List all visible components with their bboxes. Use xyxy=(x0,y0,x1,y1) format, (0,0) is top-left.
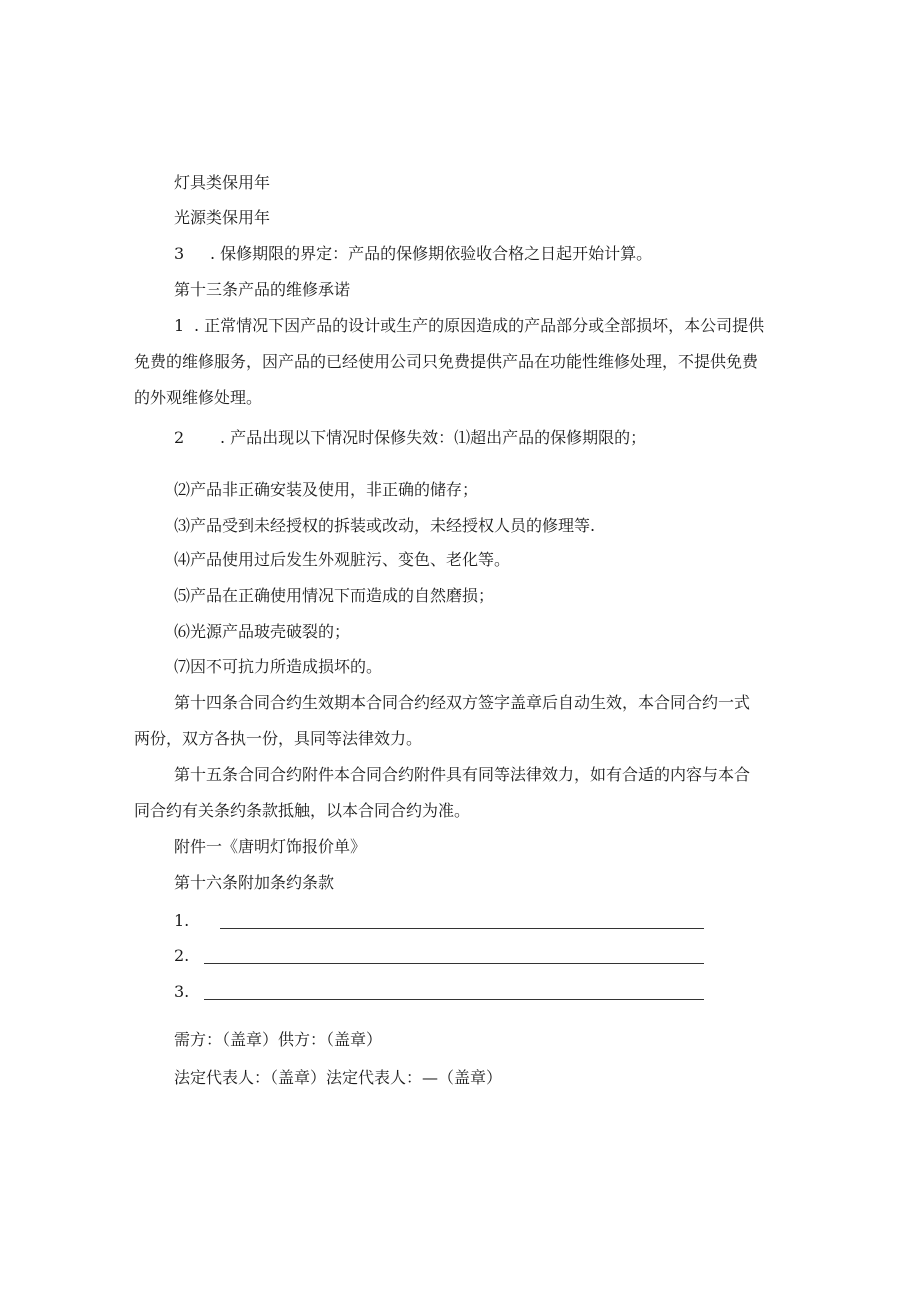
article-15-line: 第十五条合同合约附件本合同合约附件具有同等法律效力，如有合适的内容与本合 xyxy=(174,765,751,784)
condition-item: ⑹光源产品玻壳破裂的； xyxy=(174,622,351,641)
blank-fill-line[interactable] xyxy=(204,963,704,964)
signature-parties: 需方：（盖章）供方：（盖章） xyxy=(174,1030,383,1049)
article-13-item-1-line: . 正常情况下因产品的设计或生产的原因造成的产品部分或全部损坏，本公司提供 xyxy=(194,316,765,335)
condition-item: ⑸产品在正确使用情况下而造成的自然磨损； xyxy=(174,586,495,605)
warranty-item-3-text: . 保修期限的界定：产品的保修期依验收合格之日起开始计算。 xyxy=(210,244,653,263)
warranty-lamps: 灯具类保用年 xyxy=(174,173,271,192)
signature-legal-representatives: 法定代表人：（盖章）法定代表人：—（盖章） xyxy=(174,1068,503,1087)
article-13-item-1-line: 免费的维修服务，因产品的已经使用公司只免费提供产品在功能性维修处理，不提供免费 xyxy=(134,352,759,371)
article-13-item-2-number: 2 xyxy=(174,428,185,447)
article-13-item-2-text: . 产品出现以下情况时保修失效：⑴超出产品的保修期限的； xyxy=(220,428,647,447)
warranty-item-3-number: 3 xyxy=(174,244,185,263)
article-14-line: 第十四条合同合约生效期本合同合约经双方签字盖章后自动生效，本合同合约一式 xyxy=(174,693,751,712)
article-14-line: 两份，双方各执一份，具同等法律效力。 xyxy=(134,729,423,748)
blank-clause-number: 1. xyxy=(174,911,190,930)
blank-fill-line[interactable] xyxy=(204,999,704,1000)
condition-item: ⑺因不可抗力所造成损坏的。 xyxy=(174,657,383,676)
blank-clause-row xyxy=(174,982,706,1004)
blank-clause-row xyxy=(174,946,706,968)
warranty-light-source: 光源类保用年 xyxy=(174,208,271,227)
condition-item: ⑵产品非正确安装及使用，非正确的储存； xyxy=(174,480,479,499)
blank-clause-number: 3. xyxy=(174,982,190,1001)
article-16-heading: 第十六条附加条约条款 xyxy=(174,873,335,892)
article-13-heading: 第十三条产品的维修承诺 xyxy=(174,280,351,299)
condition-item: ⑷产品使用过后发生外观脏污、变色、老化等。 xyxy=(174,550,511,569)
blank-clause-number: 2. xyxy=(174,946,190,965)
article-13-item-1-line: 的外观维修处理。 xyxy=(134,388,263,407)
article-15-line: 同合约有关条约条款抵触，以本合同合约为准。 xyxy=(134,801,471,820)
article-13-item-1-number: 1 xyxy=(174,316,185,335)
attachment-title: 附件一《唐明灯饰报价单》 xyxy=(174,837,367,856)
blank-fill-line[interactable] xyxy=(220,928,704,929)
blank-clause-row xyxy=(174,911,706,933)
condition-item: ⑶产品受到未经授权的拆装或改动，未经授权人员的修理等. xyxy=(174,516,596,535)
